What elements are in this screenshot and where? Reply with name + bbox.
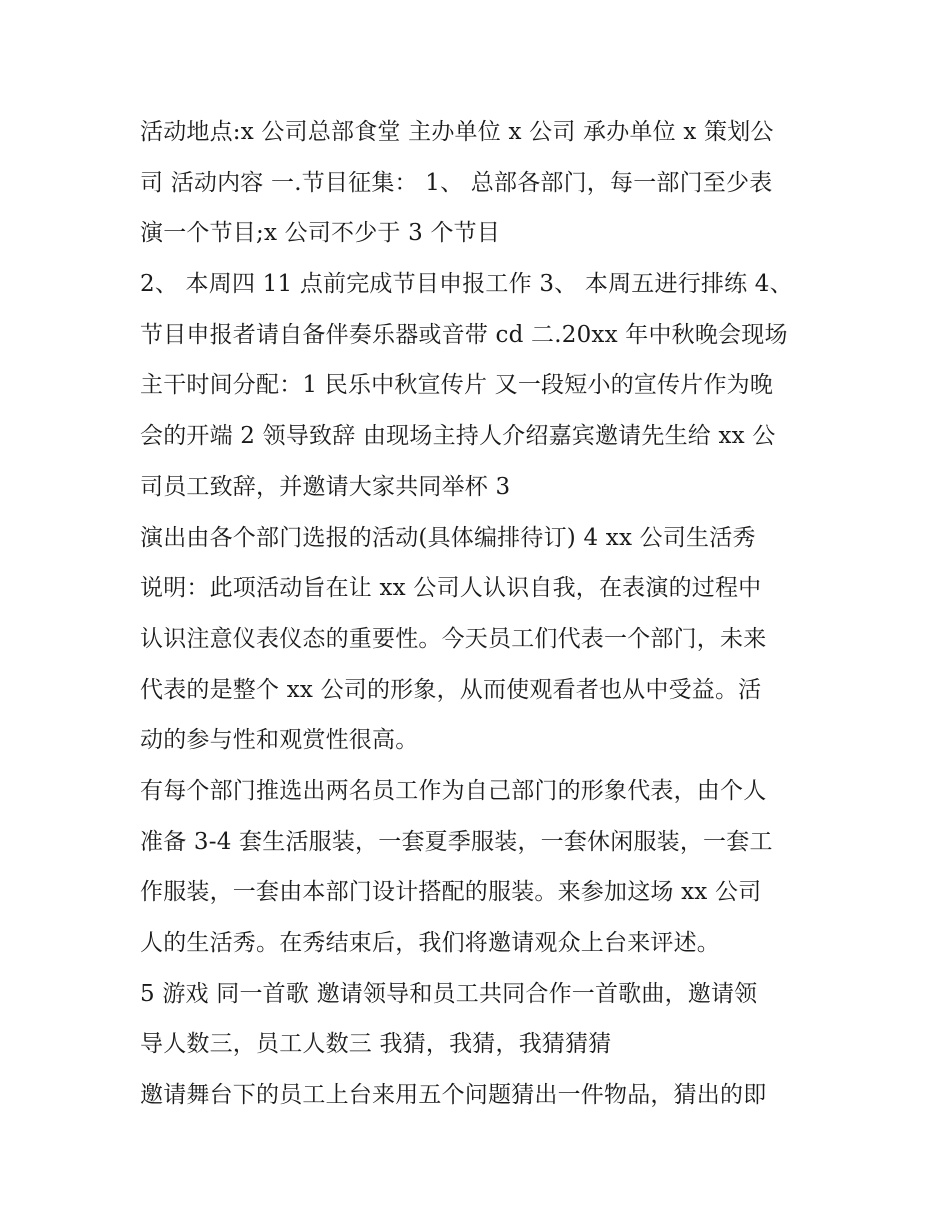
text-line: 有每个部门推选出两名员工作为自己部门的形象代表，由个人: [140, 777, 767, 804]
text-line: 主干时间分配：1 民乐中秋宣传片 又一段短小的宣传片作为晚: [140, 372, 774, 399]
text-line: 动的参与性和观赏性很高。: [140, 727, 419, 754]
text-line: 说明：此项活动旨在让 xx 公司人认识自我，在表演的过程中: [140, 575, 762, 602]
text-line: 5 游戏 同一首歌 邀请领导和员工共同合作一首歌曲，邀请领: [140, 980, 758, 1007]
text-line: 演出由各个部门选报的活动(具体编排待订) 4 xx 公司生活秀: [140, 524, 756, 551]
text-line: 司员工致辞，并邀请大家共同举杯 3: [140, 473, 511, 500]
text-line: 准备 3-4 套生活服装，一套夏季服装，一套休闲服装，一套工: [140, 828, 773, 855]
text-line: 邀请舞台下的员工上台来用五个问题猜出一件物品，猜出的即: [140, 1082, 767, 1109]
text-line: 司 活动内容 一.节目征集： 1、 总部各部门，每一部门至少表: [140, 169, 773, 196]
text-line: 会的开端 2 领导致辞 由现场主持人介绍嘉宾邀请先生给 xx 公: [140, 423, 776, 450]
text-line: 人的生活秀。在秀结束后，我们将邀请观众上台来评述。: [140, 930, 720, 956]
text-line: 演一个节目;x 公司不少于 3 个节目: [140, 220, 501, 247]
text-line: 认识注意仪表仪态的重要性。今天员工们代表一个部门，未来: [140, 625, 767, 652]
text-line: 节目申报者请自备伴奏乐器或音带 cd 二.20xx 年中秋晚会现场: [140, 321, 788, 348]
document-body: [140, 107, 840, 1121]
text-line: 导人数三，员工人数三 我猜，我猜，我猜猜猜: [140, 1031, 612, 1058]
text-line: 作服装，一套由本部门设计搭配的服装。来参加这场 xx 公司: [140, 879, 762, 906]
text-line: 2、 本周四 11 点前完成节目申报工作 3、 本周五进行排练 4、: [140, 271, 793, 298]
text-line: 代表的是整个 xx 公司的形象，从而使观看者也从中受益。活: [140, 676, 762, 703]
text-line: 活动地点:x 公司总部食堂 主办单位 x 公司 承办单位 x 策划公: [140, 119, 774, 145]
